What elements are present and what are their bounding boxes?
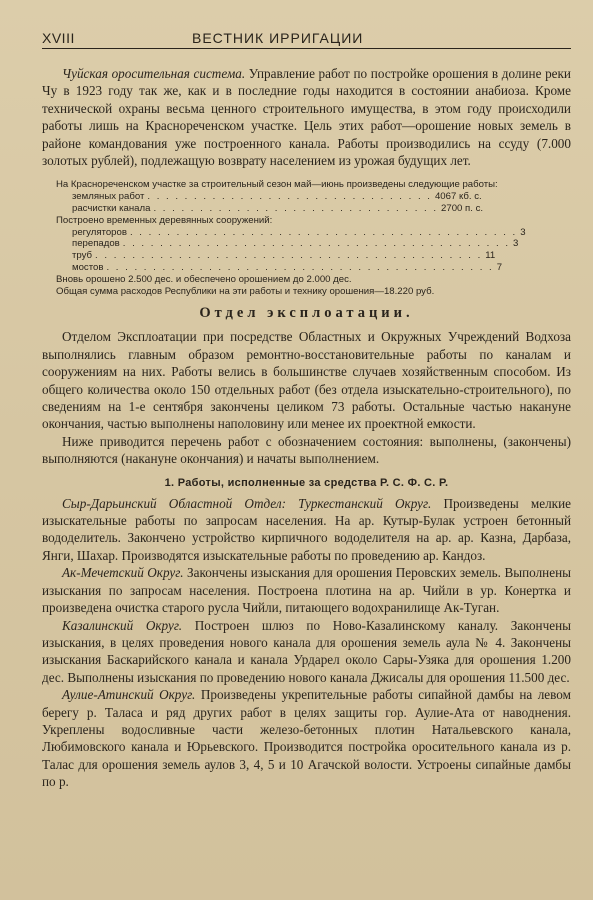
district-paragraph bbox=[42, 564, 571, 616]
section-paragraph-2: Ниже приводится перечень работ с обозначением состояния: выполнены, (закончены) выполняются (накануне окончания) и начаты выполнением. bbox=[42, 433, 571, 467]
works-summary-cost: Общая сумма расходов Республики на эти работы и технику орошения—18.220 руб. bbox=[56, 285, 435, 297]
district-text: Закончены изыскания для орошения Перовских земель. Выполнены изыскания по запросам населения. Построена плотина на ар. Чийли в ур. Конертка и произведена очистка старого русла Чийли, питающего водохранилище Ак-Туган. bbox=[42, 565, 572, 616]
paragraph-chuy bbox=[42, 65, 571, 169]
section-title: Отдел эксплоатации. bbox=[199, 305, 414, 322]
structure-item: мостов . . . . . . . . . . . . . . . . . . . . . . . . . . . . . . . . . . . . . . . . . . 7 bbox=[72, 262, 503, 274]
district-paragraph bbox=[42, 617, 571, 687]
structure-item: перепадов . . . . . . . . . . . . . . . . . . . . . . . . . . . . . . . . . . . . . . . . . . 3 bbox=[72, 238, 519, 250]
structures-intro: Построено временных деревянных сооружений: bbox=[56, 214, 273, 226]
district-heading: Ак-Мечетский Округ. bbox=[62, 565, 184, 581]
subsection-title: 1. Работы, исполненные за средства Р. С. Ф. С. Р. bbox=[164, 476, 449, 489]
section-paragraph-1: Отделом Эксплоатации при посредстве Областных и Окружных Учреждений Водхоза выполнялись главным образом ремонтно-восстановительные работы по каналам и сооружениям на них. Работы велись в большинстве случаев хозяйственным способом. Из общего количества около 150 отдельных работ (без отдела изыскательно-строительного), по сведениям на 1-е сентября закончены целиком 73 работы. Остальные частью накануне окончания, частью выполнены наполовину или менее их проектной емкости. bbox=[42, 329, 571, 432]
district-heading: Сыр-Дарьинский Областной Отдел: Туркестанский Округ. bbox=[62, 495, 432, 511]
work-item: расчистки канала . . . . . . . . . . . . . . . . . . . . . . . . . . . . . . . 2700 п. с. bbox=[72, 203, 484, 215]
district-text: Произведены укрепительные работы сипайной дамбы на левом берегу р. Таласа и ряд других работ в целях защиты гор. Аулие-Ата от наводнения. Укреплены водосливные части железо-бетонных плотин Натальевского канала, Любимовского канала и Юрьевского. Производится постройка оросительного канала из р. Талас для орошения земель аулов 3, 4, 5 и 10 Агачской волости. Устроены сипайные дамбы по р. bbox=[42, 687, 571, 790]
page-number: XVIII bbox=[42, 30, 75, 46]
journal-title: ВЕСТНИК ИРРИГАЦИИ bbox=[192, 30, 364, 46]
paragraph-text: Управление работ по постройке орошения в долине реки Чу в 1923 году так же, как и в последние годы находится в состоянии анабиоза. Кроме технической охраны весьма ценного строительного имущества, в этом году происходили работы лишь на Краснореченском участке. Цель этих работ—орошение новых земель в районе командования уже построенного канала. Работы производились на ссуду (7.000 золотых рублей), подлежащую возврату населением из урожая будущих лет. bbox=[42, 66, 571, 169]
district-paragraph bbox=[42, 495, 571, 565]
structure-item: регуляторов . . . . . . . . . . . . . . . . . . . . . . . . . . . . . . . . . . . . . . . . . . 3 bbox=[72, 226, 526, 238]
district-heading: Казалинский Округ. bbox=[62, 617, 183, 633]
structure-item: труб . . . . . . . . . . . . . . . . . . . . . . . . . . . . . . . . . . . . . . . . . . 11 bbox=[72, 250, 496, 262]
works-summary-area: Вновь орошено 2.500 дес. и обеспечено орошением до 2.000 дес. bbox=[56, 273, 352, 285]
district-paragraph bbox=[42, 686, 571, 790]
works-intro: На Краснореченском участке за строительный сезон май—июнь произведены следующие работы: bbox=[56, 179, 498, 191]
work-item: земляных работ . . . . . . . . . . . . . . . . . . . . . . . . . . . . . . . 4067 кб. с. bbox=[72, 191, 482, 203]
district-heading: Аулие-Атинский Округ. bbox=[62, 687, 196, 703]
works-list bbox=[42, 179, 571, 297]
district-text: Произведены мелкие изыскательные работы по запросам населения. На ар. Кутыр-Булак устроен бетонный вододелитель. Закончено устройство кирпичного вододелителя на ар. ар. Казна, Дарбаза, Янги, Шахар. Производятся изыскательные работы по проведению ар. Кандоз. bbox=[42, 495, 571, 563]
page-header bbox=[42, 30, 571, 49]
paragraph-heading: Чуйская оросительная система. bbox=[62, 66, 246, 81]
district-text: Построен шлюз по Ново-Казалинскому каналу. Закончены изыскания, в целях проведения нового канала для орошения земель аула № 4. Закончены изыскания Баскарийского канала и канала Урдарел около Сары-Узяка для орошения 1.200 дес. Выполнены изыскания по проведению нового канала Джисалы для орошения 11.500 дес. bbox=[42, 617, 571, 685]
